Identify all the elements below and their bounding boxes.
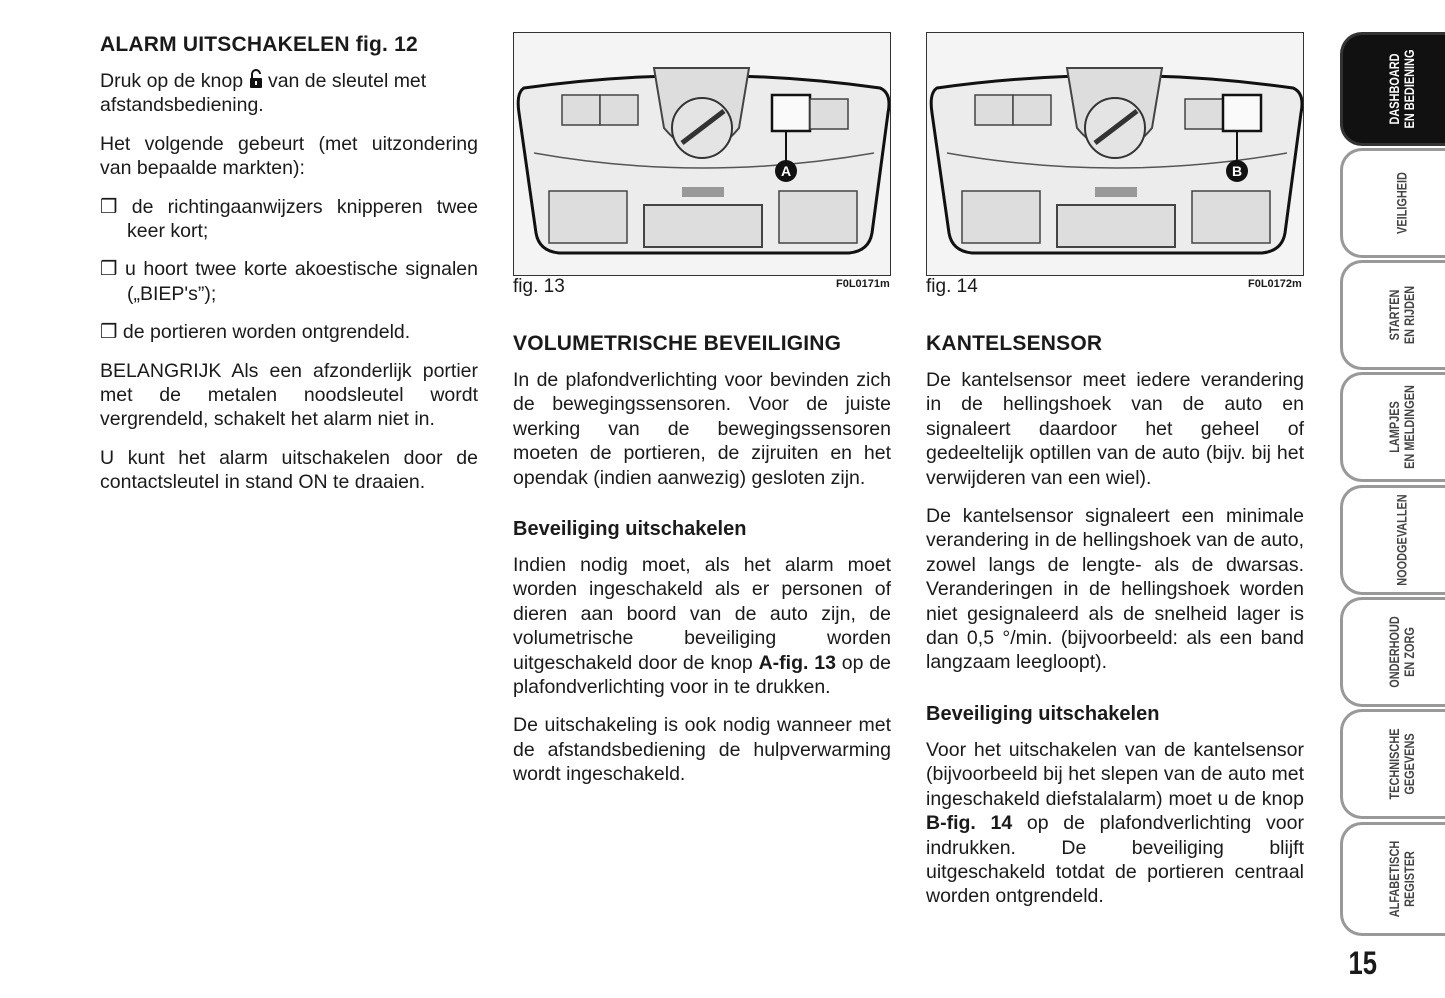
figure-13-code: F0L0171m — [836, 278, 890, 290]
checkbox-bullet-icon: ❒ — [100, 258, 118, 281]
text: de richtingaanwijzers knipperen twee keer kort; — [127, 195, 478, 243]
column-kantelsensor — [926, 332, 1304, 923]
tab-technische-gegevens[interactable] — [1340, 709, 1445, 819]
tab-lampjes-en-meldingen[interactable] — [1340, 372, 1445, 482]
tab-label: EN RIJDEN — [1400, 285, 1417, 345]
paragraph: U kunt het alarm uitschakelen door de contactsleutel in stand ON te draaien. — [100, 446, 478, 494]
subheading-beveiliging-uitschakelen: Beveiliging uitschakelen — [926, 702, 1160, 725]
heading-volumetrische-beveiliging: VOLUMETRISCHE BEVEILIGING — [513, 332, 842, 355]
text: Indien nodig moet, als het alarm moet worden ingeschakeld als er personen of dieren aan boord van de auto zijn, de volumetrische beveiliging worden uitgeschakeld door de knop — [513, 554, 891, 674]
text: u hoort twee korte akoestische signalen („BIEP's”); — [125, 258, 478, 305]
unlock-icon — [249, 69, 263, 89]
figure-reference: A-fig. 13 — [758, 651, 836, 674]
tab-noodgevallen[interactable] — [1340, 485, 1445, 595]
tab-dashboard-en-bediening[interactable] — [1340, 32, 1445, 146]
paragraph — [100, 69, 478, 118]
text: Druk op de knop — [100, 70, 244, 92]
tab-label: VEILIGHEID — [1393, 172, 1409, 234]
tab-label: EN MELDINGEN — [1400, 385, 1417, 469]
tab-starten-en-rijden[interactable] — [1340, 260, 1445, 370]
paragraph: De kantelsensor meet iedere verandering in de hellingshoek van de auto en signaleert daardoor het geheel of gedeeltelijk optillen van de auto (bijv. bij het verwijderen van een wiel). — [926, 369, 1304, 489]
tab-label: TECHNISCHE — [1385, 728, 1402, 800]
heading-alarm-uitschakelen: ALARM UITSCHAKELEN fig. 12 — [100, 33, 418, 56]
tab-onderhoud-en-zorg[interactable] — [1340, 597, 1445, 707]
figure-14-roof-console — [926, 32, 1304, 276]
tab-label: STARTEN — [1385, 289, 1402, 341]
page-number: 15 — [1348, 945, 1378, 981]
list-item — [100, 320, 478, 344]
paragraph — [513, 553, 891, 699]
tab-label: EN ZORG — [1400, 627, 1417, 677]
list-item — [100, 257, 478, 306]
tab-label: GEGEVENS — [1400, 733, 1417, 795]
figure-14-caption: fig. 14 — [926, 276, 978, 297]
text: op de plafondverlichting voor indrukken. De beveiliging blijft uitgeschakeld totdat de portieren centraal worden ontgrendeld. — [926, 812, 1304, 908]
checkbox-bullet-icon: ❒ — [100, 195, 118, 218]
tab-label: REGISTER — [1400, 851, 1417, 907]
column-alarm — [100, 33, 478, 509]
heading-kantelsensor: KANTELSENSOR — [926, 332, 1103, 355]
roof-console-illustration — [514, 33, 890, 275]
text: van de sleutel met afstandsbediening. — [100, 70, 427, 117]
tab-label: LAMPJES — [1385, 401, 1402, 453]
paragraph: BELANGRIJK Als een afzonderlijk portier met de metalen noodsleutel wordt vergrendeld, schakelt het alarm niet in. — [100, 359, 478, 431]
paragraph: De uitschakeling is ook nodig wanneer met de afstandsbediening de hulpverwarming wordt ingeschakeld. — [513, 714, 891, 786]
callout-marker: B — [1231, 163, 1243, 179]
tab-veiligheid[interactable] — [1340, 148, 1445, 258]
subheading-beveiliging-uitschakelen: Beveiliging uitschakelen — [513, 518, 747, 541]
tab-label: EN BEDIENING — [1400, 49, 1417, 129]
tab-label: NOODGEVALLEN — [1393, 494, 1409, 586]
column-volumetrische — [513, 332, 891, 801]
paragraph: In de plafondverlichting voor bevinden zich de bewegingssensoren. Voor de juiste werking van de bewegingssensoren moeten de portieren, de zijruiten en het opendak (indien aanwezig) gesloten zijn. — [513, 369, 891, 489]
paragraph: Het volgende gebeurt (met uitzondering van bepaalde markten): — [100, 132, 478, 180]
checkbox-bullet-icon: ❒ — [100, 321, 118, 344]
tab-label: ALFABETISCH — [1385, 840, 1402, 918]
tab-alfabetisch-register[interactable] — [1340, 822, 1445, 936]
figure-reference: B-fig. 14 — [926, 812, 1013, 835]
callout-marker: A — [780, 163, 792, 179]
text: Voor het uitschakelen van de kantelsensor (bijvoorbeeld bij het slepen van de auto met ingeschakeld diefstalalarm) moet u de knop — [926, 738, 1304, 810]
text: de portieren worden ontgrendeld. — [122, 321, 411, 344]
tab-label: DASHBOARD — [1385, 53, 1402, 125]
figure-13-roof-console — [513, 32, 891, 276]
paragraph: De kantelsensor signaleert een minimale verandering in de hellingshoek van de auto, zowel langs de lengte- als de dwarsas. Veranderingen in de hellingshoek worden niet gesignaleerd als de snelheid lager is dan 0,5 °/min. (bijvoorbeeld: als een band langzaam leegloopt). — [926, 505, 1304, 674]
figure-14-code: F0L0172m — [1248, 278, 1302, 290]
tab-label: ONDERHOUD — [1385, 616, 1402, 688]
figure-13-caption: fig. 13 — [513, 276, 565, 297]
roof-console-illustration — [927, 33, 1303, 275]
list-item — [100, 195, 478, 244]
text: op de plafondverlichting voor in te drukken. — [513, 651, 891, 699]
paragraph — [926, 738, 1304, 909]
